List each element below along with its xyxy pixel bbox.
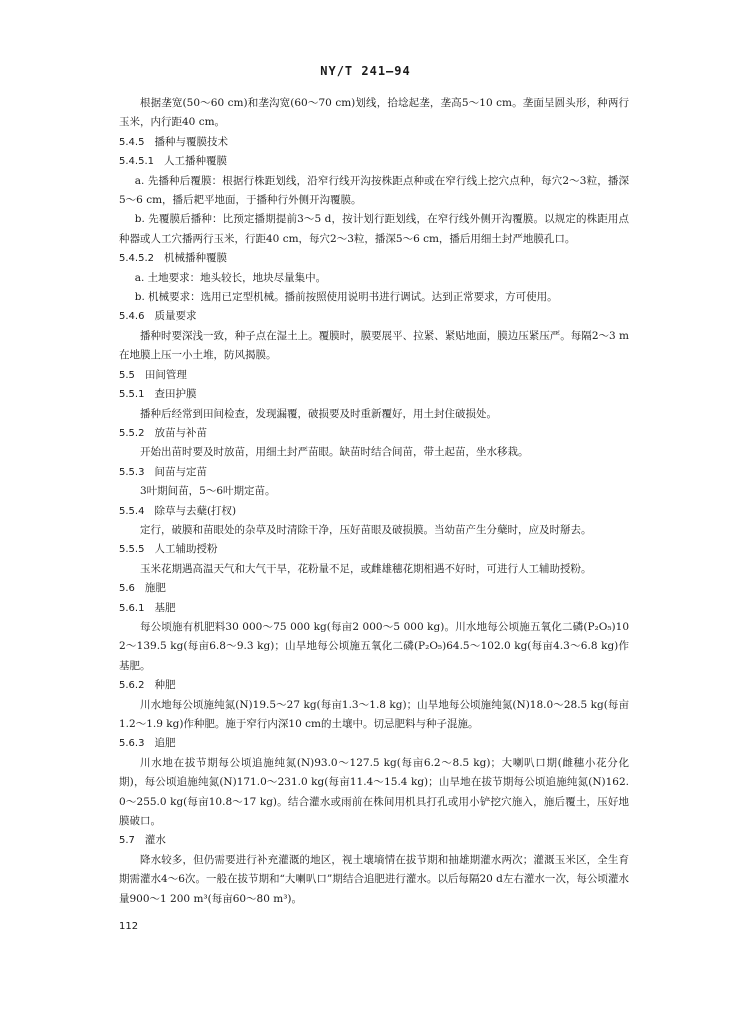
section-heading-5-4-6 [119, 307, 629, 326]
section-heading-5-5-3 [119, 463, 629, 482]
section-number: 5.4.5.2 [119, 253, 154, 265]
section-heading-5-4-5 [119, 133, 629, 152]
intro-paragraph: 根据垄宽(50～60 cm)和垄沟宽(60～70 cm)划线，拾埝起垄，垄高5～10 cm。垄面呈圆头形，种两行玉米，内行距40 cm。 [119, 97, 629, 129]
section-title: 灌水 [144, 834, 166, 847]
section-number: 5.4.5.1 [119, 156, 154, 168]
section-paragraph: 川水地每公顷施纯氮(N)19.5～27 kg(每亩1.3～1.8 kg)；山旱地每公顷施纯氮(N)18.0～28.5 kg(每亩1.2～1.9 kg)作种肥。施于窄行内深10 cm的土壤中。切忌肥料与种子混施。 [119, 698, 629, 730]
section-title: 放苗与补苗 [154, 426, 207, 439]
section-heading-5-6 [119, 579, 629, 598]
section-title: 间苗与定苗 [154, 465, 207, 478]
section-paragraph: 川水地在拔节期每公顷追施纯氮(N)93.0～127.5 kg(每亩6.2～8.5 kg)；大喇叭口期(雌穗小花分化期)，每公顷追施纯氮(N)171.0～231.0 kg(每亩11.4～15.4 kg)；山旱地在拔节期每公顷追施纯氮(N)162.0～255.0 kg(每亩10.8～17 kg)。结合灌水或雨前在株间用机具打孔或用小铲挖穴施入，施后覆土，压好地膜破口。 [119, 756, 629, 828]
section-paragraph: 降水较多，但仍需要进行补充灌溉的地区，视土壤墒情在拔节期和抽雄期灌水两次；灌溉玉米区，全生育期需灌水4～6次。一般在拔节期和“大喇叭口”期结合追肥进行灌水。以后每隔20 d左右灌水一次，每公顷灌水量900～1 200 m³(每亩60～80 m³)。 [119, 853, 629, 905]
section-number: 5.5.5 [119, 544, 145, 556]
list-item-b: b. 机械要求：选用已定型机械。播前按照使用说明书进行调试。达到正常要求，方可使用。 [134, 291, 558, 304]
section-title: 人工播种覆膜 [164, 155, 227, 168]
list-item-b: b. 先覆膜后播种：比预定播期提前3～5 d，按计划行距划线，在窄行线外侧开沟覆膜。以规定的株距用点种器或人工穴播两行玉米，行距40 cm，每穴2～3粒，播深5～6 cm，播后用细土封严地膜孔口。 [119, 213, 629, 245]
section-heading-5-7 [119, 831, 629, 850]
section-paragraph: 播种后经常到田间检查，发现漏覆，破损要及时重新覆好，用土封住破损处。 [140, 407, 497, 420]
section-title: 施肥 [144, 582, 166, 595]
section-heading-5-4-5-1 [119, 152, 629, 171]
section-heading-5-5-4 [119, 502, 629, 521]
section-heading-5-5-1 [119, 385, 629, 404]
list-item-a: a. 先播种后覆膜：根据行株距划线，沿窄行线开沟按株距点种或在窄行线上挖穴点种，每穴2～3粒，播深5～6 cm，播后耙平地面，于播种行外侧开沟覆膜。 [119, 174, 629, 207]
section-number: 5.5.4 [119, 505, 145, 517]
section-title: 除草与去蘖(打杈) [154, 504, 237, 517]
page-number: 112 [119, 921, 139, 932]
section-number: 5.6.1 [119, 602, 145, 614]
section-heading-5-5 [119, 366, 629, 385]
section-paragraph: 播种时要深浅一致，种子点在湿土上。覆膜时，膜要展平、拉紧、紧贴地面，膜边压紧压严。每隔2～3 m在地膜上压一小土堆，防风揭膜。 [119, 329, 629, 362]
section-heading-5-4-5-2 [119, 249, 629, 268]
section-title: 种肥 [154, 679, 176, 692]
section-paragraph: 玉米花期遇高温天气和大气干旱，花粉量不足，或雌雄穗花期相遇不好时，可进行人工辅助授粉。 [140, 562, 592, 575]
section-paragraph: 开始出苗时要及时放苗，用细土封严苗眼。缺苗时结合间苗，带土起苗，坐水移栽。 [140, 446, 529, 459]
section-title: 基肥 [154, 601, 176, 614]
section-paragraph: 每公顷施有机肥料30 000～75 000 kg(每亩2 000～5 000 kg)。川水地每公顷施五氧化二磷(P₂O₅)102～139.5 kg(每亩6.8～9.3 kg)；山旱地每公顷施五氧化二磷(P₂O₅)64.5～102.0 kg(每亩4.3～6.8 kg)作基肥。 [119, 620, 629, 672]
section-title: 查田护膜 [154, 388, 197, 401]
document-code-header: NY/T 241—94 [320, 64, 411, 78]
section-number: 5.7 [119, 835, 135, 847]
section-title: 人工辅助授粉 [154, 543, 218, 556]
section-number: 5.4.5 [119, 136, 145, 148]
section-title: 质量要求 [154, 310, 197, 323]
section-number: 5.6 [119, 583, 135, 595]
section-number: 5.4.6 [119, 311, 145, 323]
section-number: 5.6.2 [119, 680, 145, 692]
section-number: 5.5 [119, 369, 135, 381]
section-paragraph: 定行，破膜和苗眼处的杂草及时清除干净，压好苗眼及破损膜。当幼苗产生分蘖时，应及时掰去。 [140, 523, 592, 536]
section-title: 播种与覆膜技术 [154, 135, 228, 148]
list-item-a: a. 土地要求：地头较长，地块尽量集中。 [134, 271, 327, 284]
section-heading-5-6-1 [119, 599, 629, 618]
section-number: 5.5.1 [119, 389, 145, 401]
section-title: 追肥 [154, 737, 176, 750]
section-heading-5-6-3 [119, 734, 629, 753]
section-number: 5.5.2 [119, 427, 145, 439]
section-paragraph: 3叶期间苗，5～6叶期定苗。 [140, 485, 276, 498]
document-body [119, 94, 629, 909]
section-heading-5-5-5 [119, 540, 629, 559]
section-title: 机械播种覆膜 [164, 252, 227, 265]
section-heading-5-6-2 [119, 676, 629, 695]
section-title: 田间管理 [144, 368, 187, 381]
section-number: 5.6.3 [119, 738, 145, 750]
section-heading-5-5-2 [119, 424, 629, 443]
section-number: 5.5.3 [119, 466, 145, 478]
